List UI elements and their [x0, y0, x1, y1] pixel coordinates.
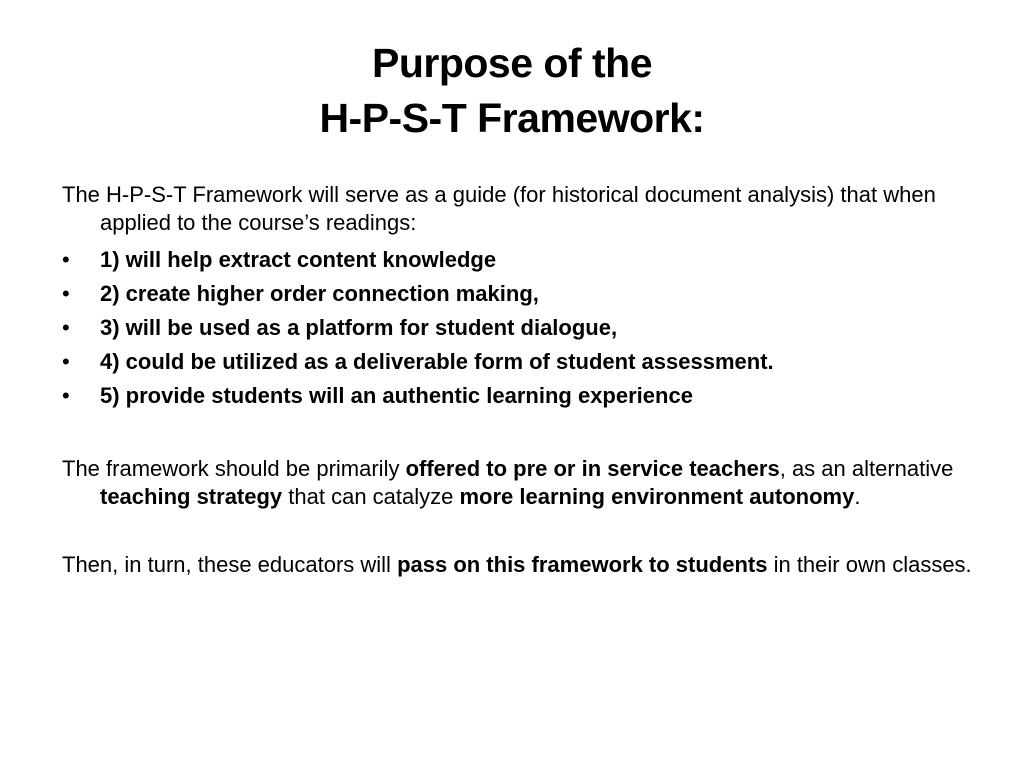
slide-title-line-2: H-P-S-T Framework: [319, 95, 705, 141]
bullet-text: 1) will help extract content knowledge [100, 247, 497, 272]
bullet-text: 4) could be utilized as a deliverable form of student assessment. [100, 349, 774, 374]
framework-paragraph [62, 455, 982, 511]
bullet-icon: • [62, 349, 70, 374]
educators-emphasis: pass on this framework to students [397, 552, 768, 577]
bullet-list [62, 243, 982, 413]
list-item [62, 311, 982, 345]
list-item [62, 277, 982, 311]
bullet-text: 2) create higher order connection making, [100, 281, 539, 306]
spacer [62, 413, 982, 455]
bullet-icon: • [62, 247, 70, 272]
intro-paragraph: The H-P-S-T Framework will serve as a guide (for historical document analysis) that when applied to the course’s readings: [62, 182, 936, 235]
educators-text-2: in their own classes. [767, 552, 972, 577]
bullet-icon: • [62, 315, 70, 340]
framework-text-3: that can catalyze [282, 484, 460, 509]
framework-text-2: , as an alternative [779, 456, 954, 481]
bullet-text: 5) provide students will an authentic learning experience [100, 383, 693, 408]
framework-text-4: . [854, 484, 861, 509]
bullet-text: 3) will be used as a platform for student dialogue, [100, 315, 618, 340]
educators-text-1: Then, in turn, these educators will [62, 552, 398, 577]
slide-body [62, 181, 982, 579]
framework-emphasis-1: offered to pre or in service teachers [405, 456, 780, 481]
educators-paragraph [62, 551, 982, 579]
framework-emphasis-3: more learning environment autonomy [459, 484, 855, 509]
slide-title [0, 36, 1024, 146]
bullet-icon: • [62, 281, 70, 306]
framework-text-1: The framework should be primarily [62, 456, 406, 481]
list-item [62, 243, 982, 277]
list-item [62, 345, 982, 379]
spacer [62, 511, 982, 551]
slide-title-line-1: Purpose of the [371, 40, 653, 86]
framework-emphasis-2: teaching strategy [100, 484, 283, 509]
bullet-icon: • [62, 383, 70, 408]
list-item [62, 379, 982, 413]
